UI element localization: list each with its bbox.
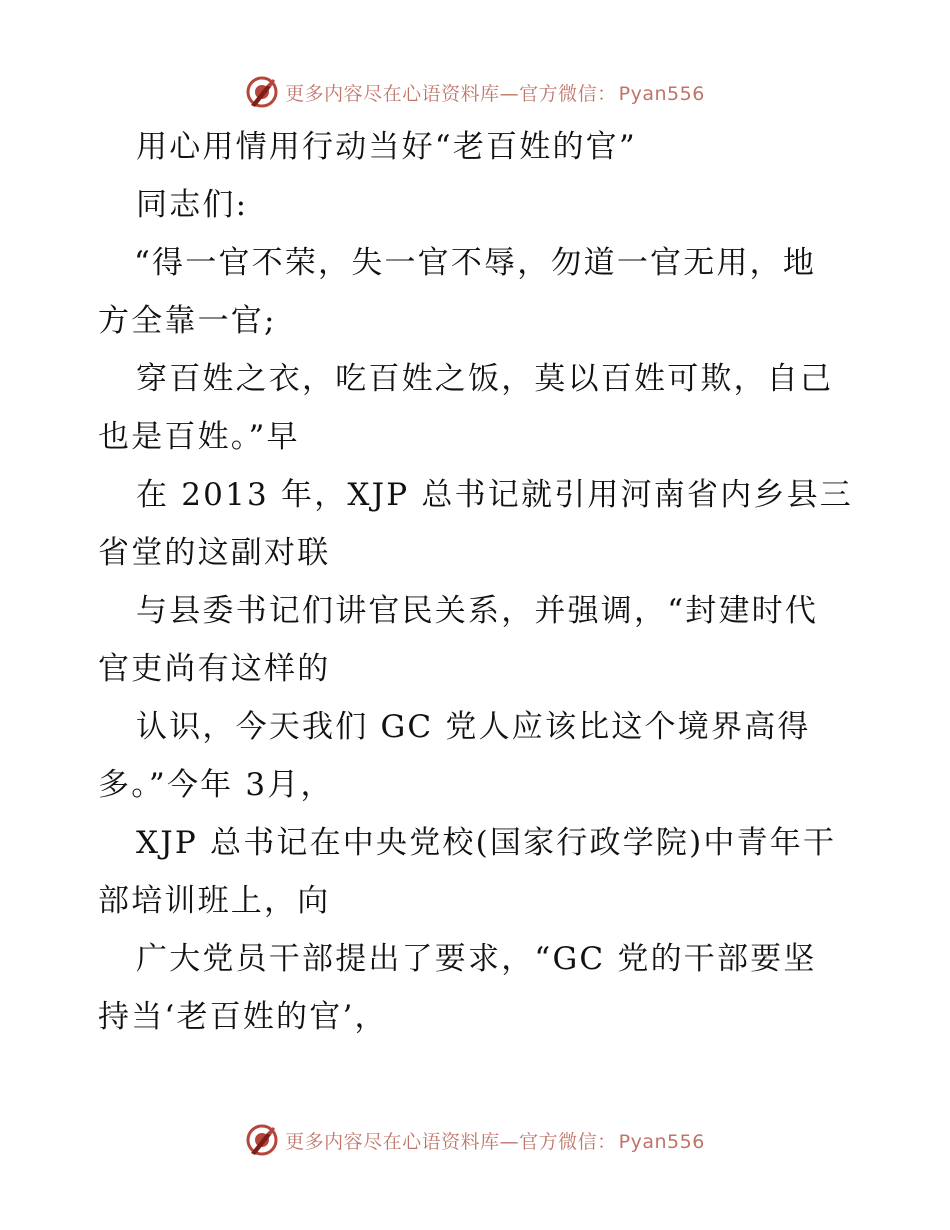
footer-watermark xyxy=(0,1120,950,1160)
doc-line-title: 用心用情用行动当好“老百姓的官” xyxy=(136,129,637,165)
pen-logo-icon xyxy=(245,1123,279,1157)
doc-line: 方全靠一官; xyxy=(98,303,277,339)
doc-line: 广大党员干部提出了要求，“GC 党的干部要坚 xyxy=(136,941,817,977)
document-body xyxy=(98,118,858,1046)
doc-line: 在 2013 年，XJP 总书记就引用河南省内乡县三 xyxy=(136,477,854,513)
doc-line: 官吏尚有这样的 xyxy=(98,651,331,687)
doc-line: “得一官不荣，失一官不辱，勿道一官无用，地 xyxy=(134,245,817,281)
pen-logo-icon xyxy=(245,75,279,109)
doc-line: 多。”今年 3月， xyxy=(98,767,334,803)
watermark-wechat-id: Pyan556 xyxy=(618,1130,705,1153)
watermark-text xyxy=(285,79,705,106)
doc-line: 部培训班上，向 xyxy=(98,883,331,919)
watermark-label: 更多内容尽在心语资料库—官方微信： xyxy=(285,1130,617,1153)
doc-line: 与县委书记们讲官民关系，并强调，“封建时代 xyxy=(136,593,819,629)
doc-line: 也是百姓。”早 xyxy=(98,419,300,455)
doc-line: 省堂的这副对联 xyxy=(98,535,331,571)
doc-line: 穿百姓之衣，吃百姓之饭，莫以百姓可欺，自己 xyxy=(136,361,834,397)
doc-line: XJP 总书记在中央党校(国家行政学院)中青年干 xyxy=(136,825,837,861)
header-watermark xyxy=(0,72,950,112)
doc-line-salutation: 同志们: xyxy=(136,187,249,223)
watermark-wechat-id: Pyan556 xyxy=(618,82,705,105)
doc-line: 认识，今天我们 GC 党人应该比这个境界高得 xyxy=(136,709,811,745)
watermark-label: 更多内容尽在心语资料库—官方微信： xyxy=(285,82,617,105)
watermark-text xyxy=(285,1127,705,1154)
doc-line: 持当‘老百姓的官’， xyxy=(98,999,388,1035)
